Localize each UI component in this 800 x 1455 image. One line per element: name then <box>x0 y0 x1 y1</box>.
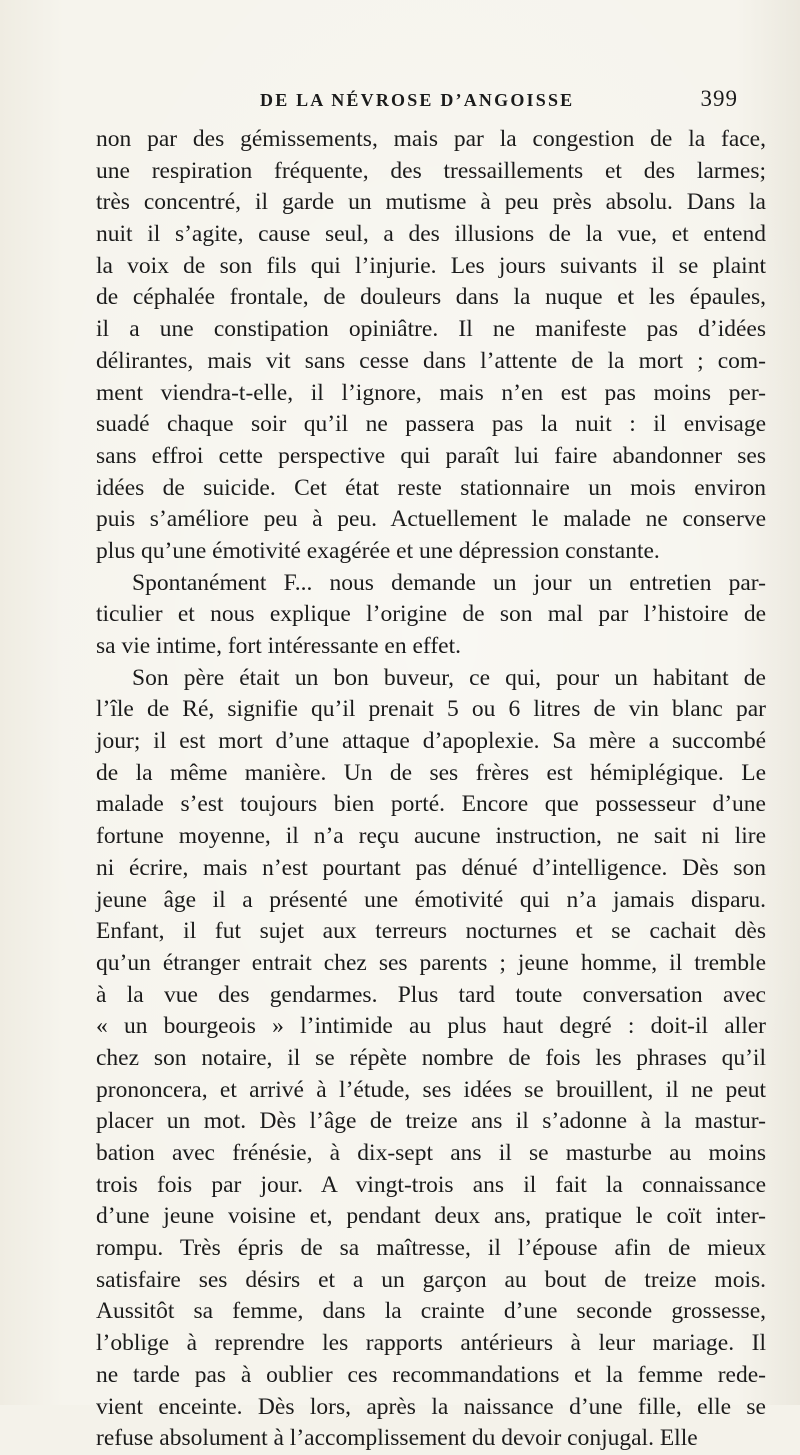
text-line: puis s’améliore peu à peu. Actuellement le malade ne conserve <box>96 506 766 533</box>
text-line: il a une constipation opiniâtre. Il ne manifeste pas d’idées <box>96 316 766 343</box>
text-line: suadé chaque soir qu’il ne passera pas la nuit : il envisage <box>96 411 766 438</box>
text-line: Son père était un bon buveur, ce qui, pour un habitant de <box>132 664 766 691</box>
paragraph <box>96 663 766 1455</box>
text-line: chez son notaire, il se répète nombre de fois les phrases qu’il <box>96 1044 766 1071</box>
text-line: non par des gémissements, mais par la congestion de la face, <box>96 126 766 152</box>
text-line: à la vue des gendarmes. Plus tard toute conversation avec <box>96 981 766 1008</box>
text-line: Spontanément F... nous demande un jour un entretien par- <box>132 569 766 596</box>
text-line: ticulier et nous explique l’origine de son mal par l’histoire de <box>96 601 766 628</box>
text-line: Enfant, il fut sujet aux terreurs nocturnes et se cachait dès <box>96 918 766 945</box>
text-line: la voix de son fils qui l’injurie. Les jours suivants il se plaint <box>96 252 766 279</box>
text-line: ne tarde pas à oublier ces recommandations et la femme rede- <box>96 1361 766 1388</box>
text-line: sa vie intime, fort intéressante en effet. <box>96 633 461 659</box>
text-line: une respiration fréquente, des tressaillements et des larmes; <box>96 157 766 184</box>
text-line: malade s’est toujours bien porté. Encore que possesseur d’une <box>96 791 766 818</box>
running-title: DE LA NÉVROSE D’ANGOISSE <box>260 90 575 110</box>
text-line: jour; il est mort d’une attaque d’apoplexie. Sa mère a succombé <box>96 728 766 755</box>
text-line: ment viendra-t-elle, il l’ignore, mais n’en est pas moins per- <box>96 379 766 406</box>
text-line: d’une jeune voisine et, pendant deux ans, pratique le coït inter- <box>96 1203 766 1230</box>
text-line: idées de suicide. Cet état reste stationnaire un mois environ <box>96 474 766 501</box>
text-line: prononcera, et arrivé à l’étude, ses idées se brouillent, il ne peut <box>96 1076 766 1103</box>
text-line: plus qu’une émotivité exagérée et une dépression constante. <box>96 537 660 564</box>
text-line: Aussitôt sa femme, dans la crainte d’une seconde grossesse, <box>96 1298 766 1325</box>
text-line: nuit il s’agite, cause seul, a des illusions de la vue, et entend <box>96 221 766 248</box>
body-text <box>96 124 766 1455</box>
text-line: de la même manière. Un de ses frères est hémiplégique. Le <box>96 759 766 786</box>
text-line: l’oblige à reprendre les rapports antérieurs à leur mariage. Il <box>96 1330 766 1357</box>
page-number: 399 <box>700 86 738 111</box>
text-line: placer un mot. Dès l’âge de treize ans il s’adonne à la mastur- <box>96 1108 766 1135</box>
text-line: qu’un étranger entrait chez ses parents ; jeune homme, il tremble <box>96 949 766 976</box>
text-line: très concentré, il garde un mutisme à peu près absolu. Dans la <box>96 189 766 216</box>
text-line: trois fois par jour. A vingt-trois ans il fait la connaissance <box>96 1171 766 1198</box>
page-header <box>110 86 738 116</box>
text-line: jeune âge il a présenté une émotivité qui n’a jamais disparu. <box>96 886 766 913</box>
text-line: rompu. Très épris de sa maîtresse, il l’épouse afin de mieux <box>96 1235 766 1262</box>
text-line: de céphalée frontale, de douleurs dans la nuque et les épaules, <box>96 284 766 311</box>
text-line: bation avec frénésie, à dix-sept ans il se masturbe au moins <box>96 1140 766 1166</box>
text-line: ni écrire, mais n’est pourtant pas dénué d’intelligence. Dès son <box>96 854 766 881</box>
text-line: « un bourgeois » l’intimide au plus haut degré : doit-il aller <box>96 1013 766 1040</box>
text-line: refuse absolument à l’accomplissement du devoir conjugal. Elle <box>96 1425 698 1452</box>
text-line: délirantes, mais vit sans cesse dans l’attente de la mort ; com- <box>96 347 766 374</box>
paragraph <box>96 124 766 568</box>
text-line: satisfaire ses désirs et a un garçon au bout de treize mois. <box>96 1266 766 1293</box>
paragraph <box>96 568 766 663</box>
text-line: vient enceinte. Dès lors, après la naissance d’une fille, elle se <box>96 1393 766 1420</box>
text-line: l’île de Ré, signifie qu’il prenait 5 ou 6 litres de vin blanc par <box>96 696 766 723</box>
text-line: sans effroi cette perspective qui paraît lui faire abandonner ses <box>96 442 766 469</box>
text-line: fortune moyenne, il n’a reçu aucune instruction, ne sait ni lire <box>96 823 766 850</box>
